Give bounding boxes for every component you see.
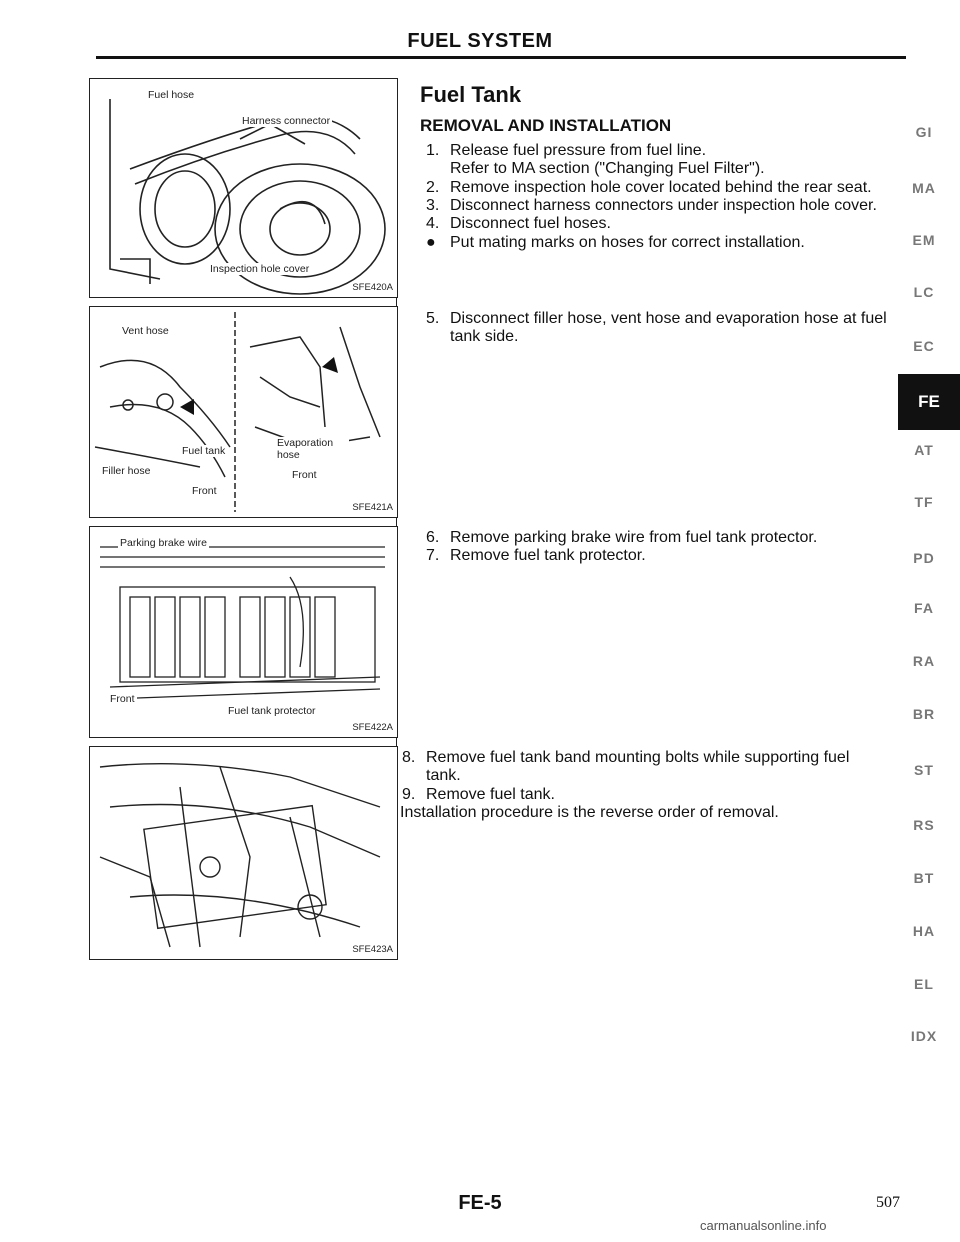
tab-ec[interactable]: EC	[913, 338, 935, 354]
tab-ra[interactable]: RA	[912, 653, 936, 669]
figure-2-illustration	[90, 307, 397, 517]
installation-note: Installation procedure is the reverse order of removal.	[400, 804, 779, 821]
section-subtitle: REMOVAL AND INSTALLATION	[420, 116, 672, 135]
tab-ha[interactable]: HA	[912, 923, 936, 939]
tab-lc[interactable]: LC	[913, 284, 935, 300]
tab-fa[interactable]: FA	[914, 600, 934, 616]
tab-fe-active[interactable]: FE	[898, 374, 960, 430]
figure-code: SFE420A	[352, 282, 393, 293]
label-front: Front	[110, 693, 135, 705]
label-fuel-tank: Fuel tank	[182, 445, 226, 457]
tab-pd[interactable]: PD	[913, 550, 935, 566]
section-title: Fuel Tank	[420, 82, 522, 107]
figure-code: SFE421A	[352, 502, 393, 513]
tab-at[interactable]: AT	[914, 442, 934, 458]
figure-4-illustration	[90, 747, 397, 959]
figure-tank-protector	[89, 526, 398, 738]
figure-tank-band	[89, 746, 398, 960]
footer-page-number: 507	[876, 1194, 900, 1211]
tab-em[interactable]: EM	[912, 232, 936, 248]
tab-ma[interactable]: MA	[912, 180, 936, 196]
tab-st[interactable]: ST	[914, 762, 934, 778]
label-fuel-hose: Fuel hose	[148, 89, 195, 101]
tab-bt[interactable]: BT	[913, 870, 935, 886]
figure-hoses	[89, 306, 398, 518]
label-front-2: Front	[292, 469, 317, 481]
figure-code: SFE423A	[352, 944, 393, 955]
footer-page-label: FE-5	[458, 1192, 502, 1214]
label-harness-connector: Harness connector	[242, 115, 331, 127]
label-parking-brake-wire: Parking brake wire	[120, 537, 207, 549]
tab-el[interactable]: EL	[914, 976, 934, 992]
header-rule	[96, 56, 906, 59]
tab-tf[interactable]: TF	[914, 494, 934, 510]
label-evaporation-hose: Evaporation hose	[275, 437, 349, 461]
label-front: Front	[192, 485, 217, 497]
tab-br[interactable]: BR	[912, 706, 936, 722]
tab-gi[interactable]: GI	[915, 124, 933, 140]
watermark: carmanualsonline.info	[700, 1218, 827, 1233]
tab-rs[interactable]: RS	[913, 817, 935, 833]
page-header-title: FUEL SYSTEM	[407, 30, 553, 52]
label-fuel-tank-protector: Fuel tank protector	[228, 705, 316, 717]
tab-idx[interactable]: IDX	[910, 1028, 938, 1044]
figure-code: SFE422A	[352, 722, 393, 733]
label-inspection-hole-cover: Inspection hole cover	[210, 263, 310, 275]
label-vent-hose: Vent hose	[122, 325, 169, 337]
label-filler-hose: Filler hose	[102, 465, 151, 477]
figure-inspection-hole	[89, 78, 398, 298]
